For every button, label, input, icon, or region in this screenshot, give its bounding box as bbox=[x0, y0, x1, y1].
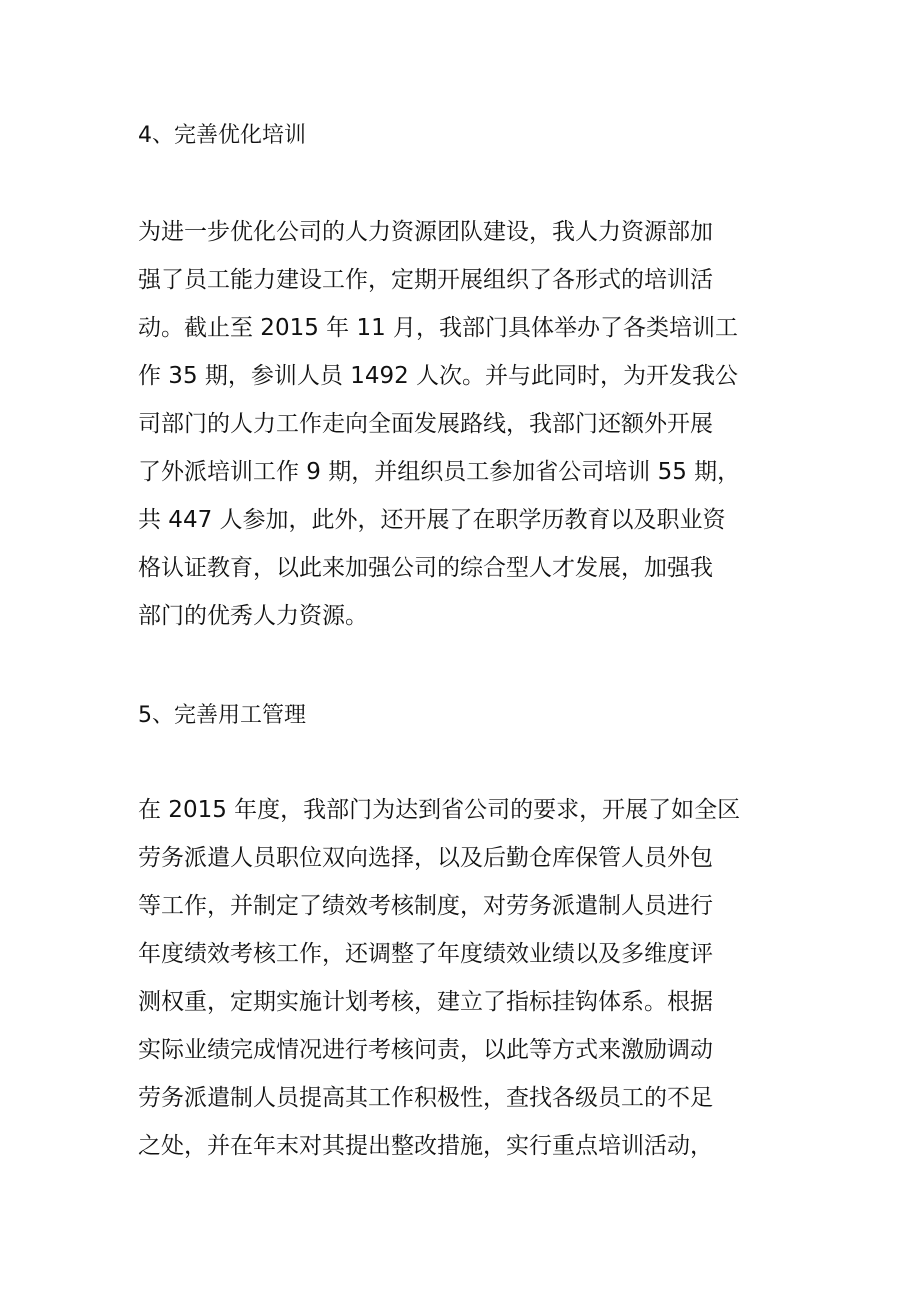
paragraph-line: 司部门的人力工作走向全面发展路线，我部门还额外开展 bbox=[138, 411, 713, 437]
paragraph-line: 实际业绩完成情况进行考核问责，以此等方式来激励调动 bbox=[138, 1037, 713, 1063]
paragraph-line: 在 2015 年度，我部门为达到省公司的要求，开展了如全区 bbox=[138, 797, 741, 823]
paragraph-line: 部门的优秀人力资源。 bbox=[138, 603, 368, 629]
paragraph-line: 作 35 期，参训人员 1492 人次。并与此同时，为开发我公 bbox=[138, 363, 739, 389]
paragraph-line: 劳务派遣制人员提高其工作积极性，查找各级员工的不足 bbox=[138, 1085, 713, 1111]
paragraph-line: 强了员工能力建设工作，定期开展组织了各形式的培训活 bbox=[138, 267, 713, 293]
paragraph-line: 为进一步优化公司的人力资源团队建设，我人力资源部加 bbox=[138, 219, 713, 245]
paragraph-line: 了外派培训工作 9 期，并组织员工参加省公司培训 55 期， bbox=[138, 459, 741, 485]
paragraph-line: 之处，并在年末对其提出整改措施，实行重点培训活动， bbox=[138, 1133, 713, 1159]
paragraph-employment bbox=[138, 786, 778, 1170]
paragraph-line: 年度绩效考核工作，还调整了年度绩效业绩以及多维度评 bbox=[138, 941, 713, 967]
section-heading-training: 4、完善优化培训 bbox=[138, 123, 306, 148]
paragraph-line: 劳务派遣人员职位双向选择，以及后勤仓库保管人员外包 bbox=[138, 845, 713, 871]
paragraph-line: 格认证教育，以此来加强公司的综合型人才发展，加强我 bbox=[138, 555, 713, 581]
section-heading-employment: 5、完善用工管理 bbox=[138, 703, 306, 728]
paragraph-training bbox=[138, 208, 778, 640]
paragraph-line: 测权重，定期实施计划考核，建立了指标挂钩体系。根据 bbox=[138, 989, 713, 1015]
paragraph-line: 动。截止至 2015 年 11 月，我部门具体举办了各类培训工 bbox=[138, 315, 739, 341]
paragraph-line: 共 447 人参加，此外，还开展了在职学历教育以及职业资 bbox=[138, 507, 726, 533]
paragraph-line: 等工作，并制定了绩效考核制度，对劳务派遣制人员进行 bbox=[138, 893, 713, 919]
